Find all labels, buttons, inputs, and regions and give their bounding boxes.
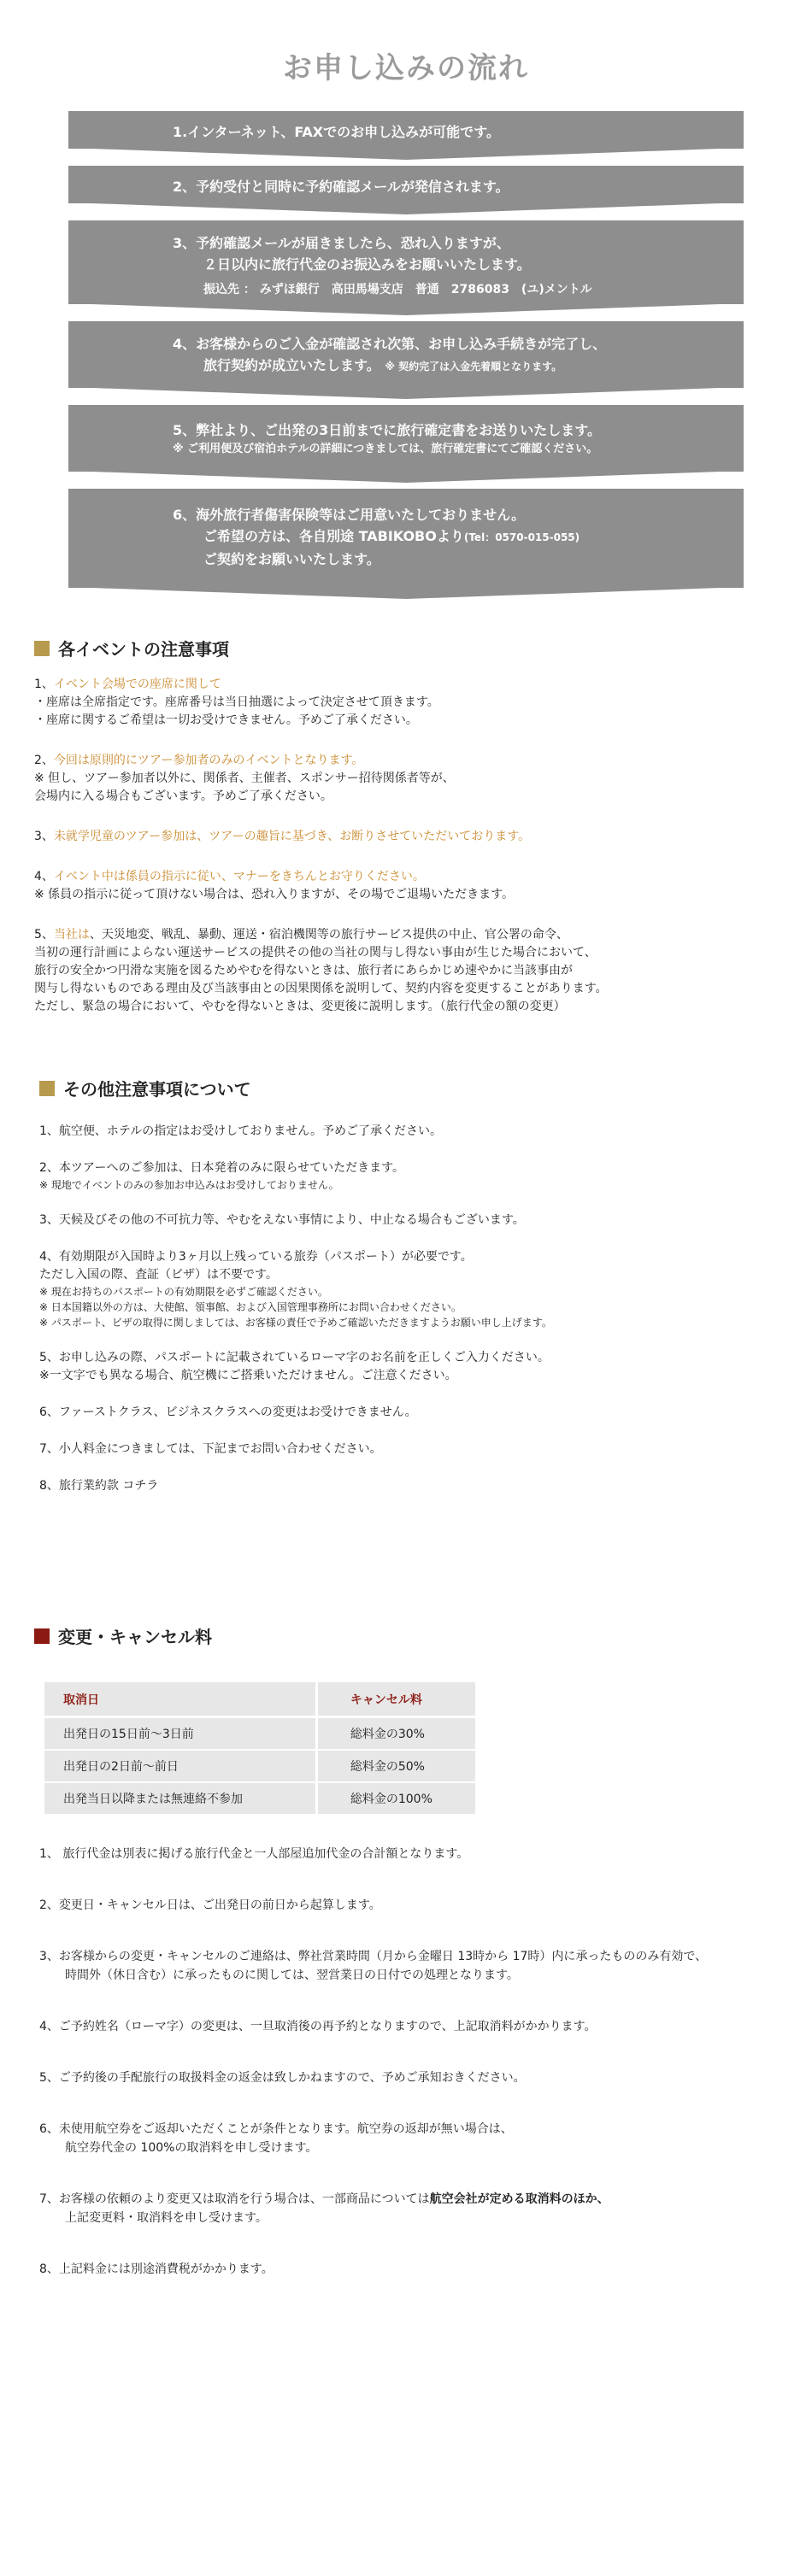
flow-step-3 [68, 220, 744, 304]
step-text: 5、弊社より、ご出発の3日前までに旅行確定書をお送りいたします。 [173, 422, 601, 438]
section-heading: 変更・キャンセル料 [34, 1623, 778, 1648]
other-note-8 [39, 1477, 778, 1495]
cancellation-fee-table [44, 1682, 475, 1814]
other-notes-section [34, 1076, 778, 1495]
application-flow [68, 111, 744, 588]
cancel-note-2: 2、変更日・キャンセル日は、ご出発日の前日から起算します。 [39, 1898, 381, 1912]
other-note-2: 2、本ツアーへのご参加は、日本発着のみに限らせていただきます。 ※ 現地でイベントのみの参加お申込みはお受けしておりません。 [39, 1161, 404, 1191]
step-text: 6、海外旅行者傷害保険等はご用意いたしておりません。 [173, 507, 526, 523]
square-bullet-icon [39, 1081, 55, 1096]
cancel-note-5: 5、ご予約後の手配旅行の取扱料金の返金は致しかねますので、予めご承知おきください。 [39, 2071, 526, 2085]
cancellation-section [34, 1623, 778, 2279]
column-header: 取消日 [44, 1682, 315, 1716]
table-row: 出発日の2日前～前日 総料金の50% [44, 1749, 475, 1781]
bank-account-info: 振込先 ： みずほ銀行 高田馬場支店 普通 2786083 (ユ)メントル [203, 283, 592, 296]
step-text: 3、予約確認メールが届きましたら、恐れ入りますが、 [173, 235, 510, 251]
table-header-row [44, 1682, 475, 1716]
column-header: キャンセル料 [315, 1682, 475, 1716]
event-note-5: 5、当社は、天災地変、戦乱、暴動、運送・宿泊機関等の旅行サービス提供の中止、官公署の命令、 当初の運行計画によらない運送サービスの提供その他の当社の関与し得ない事由が生じた場合において、 旅行の安全かつ円滑な実施を図るためやむを得ないときは、旅行者にあらかじめ速やかに当該事由が 関与し得ないものである理由及び当該事由との因果関係を説明して、契約内容を変更することがあります。 ただし、緊急の場合において、やむを得ないときは、変更後に説明します。（旅行代金の額の変更） [34, 928, 608, 1013]
step-text: ２日以内に旅行代金のお振込みをお願いいたします。 [203, 256, 531, 273]
step-text: 旅行契約が成立いたします。 [203, 357, 380, 373]
flow-step-6 [68, 489, 744, 588]
other-note-5: 5、お申し込みの際、パスポートに記載されているローマ字のお名前を正しくご入力ください。 ※一文字でも異なる場合、航空機にご搭乗いただけません。ご注意ください。 [39, 1351, 550, 1382]
other-note-4: 4、有効期限が入国時より3ヶ月以上残っている旅券（パスポート）が必要です。 ただし入国の際、査証（ビザ）は不要です。 ※ 現在お持ちのパスポートの有効期限を必ずご確認ください。 ※ 日本国籍以外の方は、大使館、領事館、および入国管理事務所にお問い合わせください。 ※ パスポート、ビザの取得に関しましては、お客様の責任で予めご確認いただきますようお願い申し上げます。 [39, 1250, 552, 1329]
cancel-note-3: 3、お客様からの変更・キャンセルのご連絡は、弊社営業時間（月から金曜日 13時から 17時）内に承ったもののみ有効で、 時間外（休日含む）に承ったものに関しては、翌営業日の日付での処理となります。 [39, 1950, 708, 1982]
step-text: 1.インターネット、FAXでのお申し込みが可能です。 [173, 124, 500, 140]
square-bullet-icon [34, 641, 50, 656]
table-row: 出発日の15日前～3日前 総料金の30% [44, 1716, 475, 1749]
event-note-3: 3、未就学児童のツアー参加は、ツアーの趣旨に基づき、お断りさせていただいております。 [34, 830, 531, 843]
flow-step-5 [68, 405, 744, 472]
step-text: 2、予約受付と同時に予約確認メールが発信されます。 [173, 179, 509, 195]
step-text: ご希望の方は、各自別途 TABIKOBOより [203, 528, 464, 544]
flow-step-2 [68, 166, 744, 203]
page-title: お申し込みの流れ [283, 51, 529, 85]
other-note-3: 3、天候及びその他の不可抗力等、やむをえない事情により、中止なる場合もございます。 [39, 1213, 525, 1227]
event-note-4: 4、イベント中は係員の指示に従い、マナーをきちんとお守りください。 ※ 係員の指示に従って頂けない場合は、恐れ入りますが、その場でご退場いただきます。 [34, 870, 515, 901]
section-heading: その他注意事項について [34, 1076, 778, 1100]
terms-link[interactable]: 8、旅行業約款 コチラ [39, 1479, 159, 1493]
other-note-7: 7、小人料金につきましては、下記までお問い合わせください。 [39, 1442, 382, 1456]
square-bullet-icon [34, 1628, 50, 1644]
step-text: 4、お客様からのご入金が確認され次第、お申し込み手続きが完了し、 [173, 336, 607, 352]
cancel-note-7: 7、お客様の依頼のより変更又は取消を行う場合は、一部商品については航空会社が定める取消料のほか、 上記変更料・取消料を申し受けます。 [39, 2192, 609, 2225]
event-note-2: 2、今回は原則的にツアー参加者のみのイベントとなります。 ※ 但し、ツアー参加者以外に、関係者、主催者、スポンサー招待関係者等が、 会場内に入る場合もございます。予めご了承ください。 [34, 754, 455, 803]
step-text: ご契約をお願いいたします。 [203, 551, 380, 567]
cancel-note-4: 4、ご予約姓名（ローマ字）の変更は、一旦取消後の再予約となりますので、上記取消料がかかります。 [39, 2020, 597, 2033]
event-note-1: 1、イベント会場での座席に関して ・座席は全席指定です。座席番号は当日抽選によって決定させて頂きます。 ・座席に関するご希望は一切お受けできません。予めご了承ください。 [34, 678, 439, 727]
cancel-note-8: 8、上記料金には別途消費税がかかります。 [39, 2262, 274, 2276]
phone-number: (Tel：0570-015-055) [463, 531, 580, 543]
events-section [34, 636, 778, 1016]
step-note: ※ ご利用便及び宿泊ホテルの詳細につきましては、旅行確定書にてご確認ください。 [173, 443, 598, 455]
flow-step-4 [68, 321, 744, 388]
step-note: ※ 契約完了は入金先着順となります。 [385, 361, 562, 373]
cancel-note-6: 6、未使用航空券をご返却いただくことが条件となります。航空券の返却が無い場合は、 航空券代金の 100%の取消料を申し受けます。 [39, 2122, 513, 2155]
table-row: 出発当日以降または無連絡不参加 総料金の100% [44, 1781, 475, 1814]
other-note-6: 6、ファーストクラス、ビジネスクラスへの変更はお受けできません。 [39, 1405, 417, 1419]
other-note-1: 1、航空便、ホテルの指定はお受けしておりません。予めご了承ください。 [39, 1124, 443, 1138]
flow-step-1 [68, 111, 744, 149]
section-heading: 各イベントの注意事項 [34, 636, 778, 660]
cancel-note-1: 1、 旅行代金は別表に掲げる旅行代金と一人部屋追加代金の合計額となります。 [39, 1847, 469, 1861]
